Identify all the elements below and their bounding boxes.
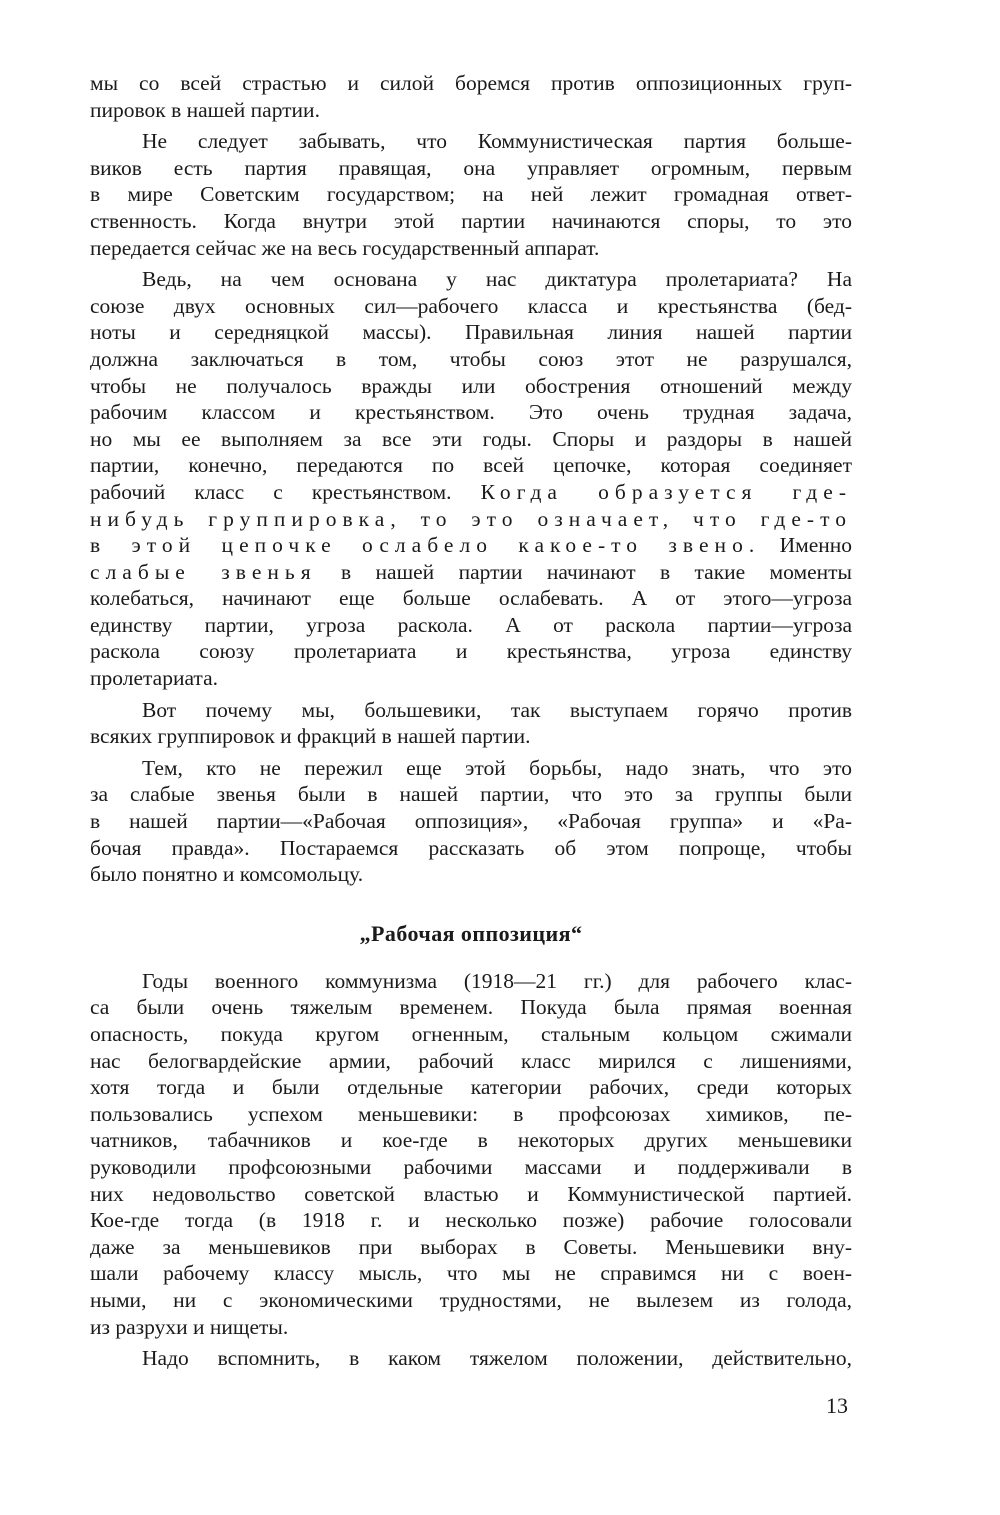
paragraph-6 [90,968,852,1340]
text-line: единству партии, угроза раскола. А от раскола партии—угроза [90,612,852,637]
spaced-emphasis: в этой цепочке ослабело какое-то звено. [90,533,761,558]
text-line: даже за меньшевиков при выборах в Советы. Меньшевики вну- [90,1234,852,1259]
text-line: шали рабочему классу мысль, что мы не справимся ни с воен- [90,1261,852,1286]
text-line: но мы ее выполняем за все эти годы. Споры и раздоры в нашей [90,426,852,451]
text-line [90,559,852,586]
text-line: Ведь, на чем основана у нас диктатура пролетариата? На [142,267,852,292]
text-line: са были очень тяжелым временем. Покуда была прямая военная [90,995,852,1020]
text-line: мы со всей страстью и силой боремся против оппозиционных груп- [90,71,852,95]
text-line: Вот почему мы, большевики, так выступаем горячо против [142,697,852,722]
text-line: пировок в нашей партии. [90,97,320,122]
spaced-emphasis: слабые звенья [90,559,317,584]
text-line: хотя тогда и были отдельные категории рабочих, среди которых [90,1075,852,1100]
text-line: из разрухи и нищеты. [90,1314,289,1339]
paragraph-7 [90,1345,852,1372]
text-line: опасность, покуда кругом огненным, стальным кольцом сжимали [90,1022,852,1046]
text-line: бочая правда». Постараемся рассказать об этом попроще, чтобы [90,835,852,860]
text-line: Не следует забывать, что Коммунистическая партия больше- [142,129,852,154]
text-line: партии, конечно, передаются по всей цепочке, которая соединяет [90,453,852,478]
paragraph-5 [90,755,852,888]
text-line: Тем, кто не пережил еще этой борьбы, надо знать, что это [142,755,852,780]
book-page [90,70,852,1372]
paragraph-3 [90,266,852,692]
text-line: всяких группировок и фракций в нашей партии. [90,724,531,749]
text-line: них недовольство советской властью и Коммунистической партией. [90,1181,852,1206]
text-line: за слабые звенья были в нашей партии, что это за группы были [90,782,852,807]
text-line: в нашей партии—«Рабочая оппозиция», «Рабочая группа» и «Ра- [90,809,852,834]
paragraph-2 [90,128,852,261]
paragraph-4 [90,697,852,750]
text-line: должна заключаться в том, чтобы союз этот не разрушался, [90,346,852,371]
text-line: ными, ни с экономическими трудностями, не вылезем из голода, [90,1287,852,1312]
page-number: 13 [826,1393,848,1418]
text-line: ноты и середняцкой массы). Правильная линия нашей партии [90,320,852,345]
paragraph-1 [90,70,852,123]
text-line: Кое-где тогда (в 1918 г. и несколько позже) рабочие голосовали [90,1208,852,1233]
text-line: колебаться, начинают еще больше ослабевать. А от этого—угроза [90,586,852,611]
text-line: чатников, табачников и кое-где в некоторых других меньшевики [90,1128,852,1153]
text-line: Надо вспомнить, в каком тяжелом положении, действительно, [142,1346,852,1371]
text-line: передается сейчас же на весь государственный аппарат. [90,235,600,260]
text-line: ственность. Когда внутри этой партии начинаются споры, то это [90,208,852,233]
text-line: раскола союзу пролетариата и крестьянства, угроза единству [90,639,852,664]
text-line [90,479,852,506]
text-line: нас белогвардейские армии, рабочий класс мирился с лишениями, [90,1048,852,1073]
text-line: чтобы не получалось вражды или обострения отношений между [90,373,852,398]
section-heading: „Рабочая оппозиция“ [359,920,583,946]
text-line [90,532,852,559]
text-line: пользовались успехом меньшевики: в профсоюзах химиков, пе- [90,1101,852,1126]
text-line: пролетариата. [90,666,219,691]
text-line: виков есть партия правящая, она управляет огромным, первым [90,155,852,180]
text-line: в мире Советским государством; на ней лежит громадная ответ- [90,182,852,207]
text-run: рабочий класс с крестьянством. [90,479,452,504]
text-line: было понятно и комсомольцу. [90,862,364,887]
text-run: в нашей партии начинают в такие моменты [341,559,852,584]
text-line: союзе двух основных сил—рабочего класса и крестьянства (бед- [90,293,852,318]
text-line: руководили профсоюзными рабочими массами и поддерживали в [90,1154,852,1179]
text-line: рабочим классом и крестьянством. Это очень трудная задача, [90,400,852,425]
spaced-emphasis: Когда образуется где- [480,479,852,504]
text-line: Годы военного коммунизма (1918—21 гг.) для рабочего клас- [142,968,852,993]
spaced-emphasis-line: нибудь группировка, то это означает, что где-то [90,506,852,531]
text-run: Именно [779,533,852,558]
